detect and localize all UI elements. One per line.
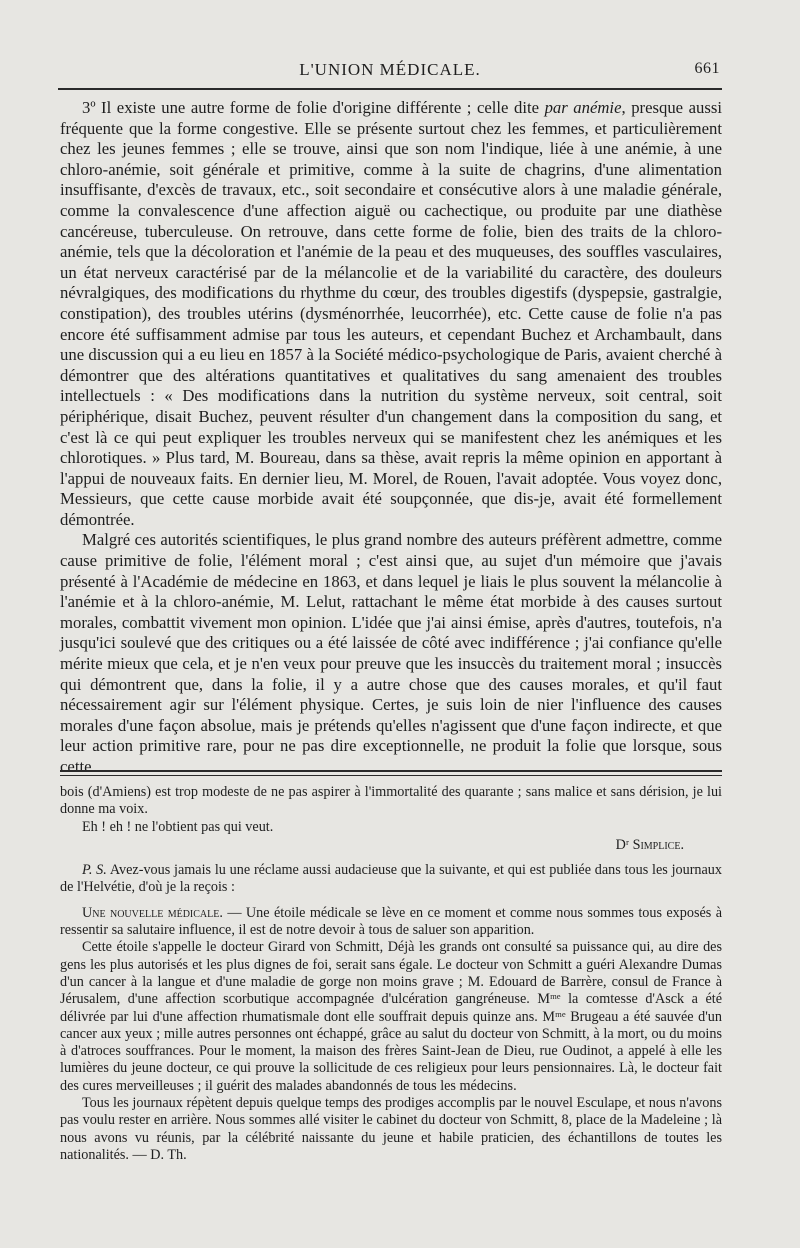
postscript-label: P. S.	[82, 862, 107, 879]
quoted-paragraph-2: Cette étoile s'appelle le docteur Girard von Schmitt, Déjà les grands ont consulté sa puissance qui, au dire des gens les plus autorisés et les plus dignes de foi, serait sans égale. Le docteur von Schmitt a guéri Alexandre Dumas d'un cancer à la langue et d'une maladie de gorge non moins grave ; M. Edouard de Barrère, consul de France à Jérusalem, d'une affection scorbutique accompagnée d'ulcération gangréneuse. Mᵐᵉ la comtesse d'Asck a été délivrée par lui d'une affection rhumatismale dont elle souffrait depuis quinze ans. Mᵐᵉ Brugeau a été sauvée d'un cancer aux yeux ; mille autres personnes ont échappé, grâce au salut du docteur von Schmitt, à la mort, ou du moins à d'atroces souffrances. Pour le moment, la maison des frères Saint-Jean de Dieu, rue Oudinot, a appelé à elle les lumières du jeune docteur, ce qui prouve la sollicitude de ces religieux pour leurs pensionnaires. Là, le docteur fait des cures merveilleuses ; il guérit des malades abandonnés de tous les médecins.	[60, 939, 722, 1094]
postscript: P. S. Avez-vous jamais lu une réclame aussi audacieuse que la suivante, et qui est publiée dans tous les journaux de l'Helvétie, d'où je la reçois :	[60, 862, 722, 896]
article-paragraph-1: 3º Il existe une autre forme de folie d'origine différente ; celle dite par anémie, presque aussi fréquente que la forme congestive. Elle se présente surtout chez les femmes, et particulièrement chez les jeunes femmes ; elle se trouve, ainsi que son nom l'indique, liée à une anémie, à une chloro-anémie, soit générale et primitive, comme à la suite de chagrins, d'une alimentation insuffisante, d'excès de travaux, etc., soit secondaire et consécutive alors à une maladie générale, comme la convalescence d'une affection aiguë ou cachectique, ou produite par une diathèse cancéreuse, tuberculeuse. On retrouve, dans cette forme de folie, bien des traits de la chloro-anémie, tels que la décoloration et l'anémie de la peau et des muqueuses, des souffles vasculaires, un état nerveux caractérisé par de la mélancolie et de la variabilité du caractère, des douleurs névralgiques, des modifications du rhythme du cœur, des troubles digestifs (dyspepsie, gastralgie, constipation), des troubles utérins (dysménorrhée, leucorrhée), etc. Cette cause de folie n'a pas encore été suffisamment admise par tous les auteurs, et cependant Buchez et Archambault, dans une discussion qui a eu lieu en 1857 à la Société médico-psychologique de Paris, avaient cherché à démontrer que des altérations quantitatives et qualitatives du sang amenaient des troubles intellectuels : « Des modifications dans la nutrition du système nerveux, soit central, soit périphérique, disait Buchez, peuvent résulter d'un changement dans la composition du sang, et c'est là ce qui peut expliquer les troubles nerveux qui se manifestent chez les anémiques et les chlorotiques. » Plus tard, M. Boureau, dans sa thèse, avait repris la même opinion en apportant à l'appui de nouveaux faits. En dernier lieu, M. Morel, de Rouen, l'avait adoptée. Vous voyez donc, Messieurs, que cette cause morbide avait été soupçonnée, que dis-je, avait été formellement démontrée.	[60, 98, 723, 529]
header-rule	[58, 88, 722, 90]
article-paragraph-2: Malgré ces autorités scientifiques, le plus grand nombre des auteurs préfèrent admettre, comme cause primitive de folie, l'élément moral ; c'est ainsi que, au sujet d'un mémoire que j'avais présenté à l'Académie de médecine en 1863, et dans lequel je liais le plus souvent la mélancolie à l'anémie et à la chloro-anémie, M. Lelut, rattachant le même état morbide à des causes surtout morales, combattit vivement mon opinion. L'idée que j'ai ainsi émise, après d'autres, toutefois, n'a jusqu'ici soulevé que des critiques ou a été laissée de côté avec indifférence ; j'ai confiance qu'elle mérite mieux que cela, et je n'en veux pour preuve que les insuccès du traitement moral ; insuccès qui démontrent que, dans la folie, il y a autre chose que des causes morales, et qu'il faut nécessairement agir sur l'élément physique. Certes, je suis loin de nier l'influence des causes morales d'une façon absolue, mais je prétends qu'elles n'agissent que d'une façon indirecte, et que leur action primitive rare, pour ne pas dire exceptionnelle, ne produit la folie que lorsque, sous cette	[60, 530, 722, 776]
main-article	[60, 98, 722, 778]
quoted-title: Une nouvelle médicale.	[82, 904, 223, 921]
page-header	[60, 60, 720, 84]
feuilleton-paragraph-2: Eh ! eh ! ne l'obtient pas qui veut.	[82, 818, 274, 835]
quoted-paragraph-1: Une nouvelle médicale. — Une étoile médicale se lève en ce moment et comme nous sommes tous exposés à ressentir sa salutaire influence, il est de notre devoir à tous de saluer son apparition.	[60, 904, 723, 939]
signature: Dʳ Simplice.	[615, 836, 684, 853]
feuilleton-column	[60, 784, 722, 1164]
quoted-paragraph-3: Tous les journaux répètent depuis quelque temps des prodiges accomplis par le nouvel Esculape, et nous n'avons pas voulu rester en arrière. Nous sommes allé visiter le cabinet du docteur von Schmitt, 8, place de la Madeleine ; là nous avons vu réunis, par la célébrité naissante du jeune et habile praticien, des échantillons de toutes les nationalités. — D. Th.	[60, 1095, 722, 1163]
running-title: L'UNION MÉDICALE.	[299, 60, 481, 79]
feuilleton-separator-rule	[60, 770, 722, 776]
emphasis-text: par anémie	[544, 98, 622, 117]
signature-name: Simplice.	[632, 836, 684, 853]
feuilleton-paragraph-1: bois (d'Amiens) est trop modeste de ne pas aspirer à l'immortalité des quarante ; sans malice et sans dérision, je lui donne ma voix.	[60, 784, 722, 818]
page-number: 661	[694, 60, 720, 77]
